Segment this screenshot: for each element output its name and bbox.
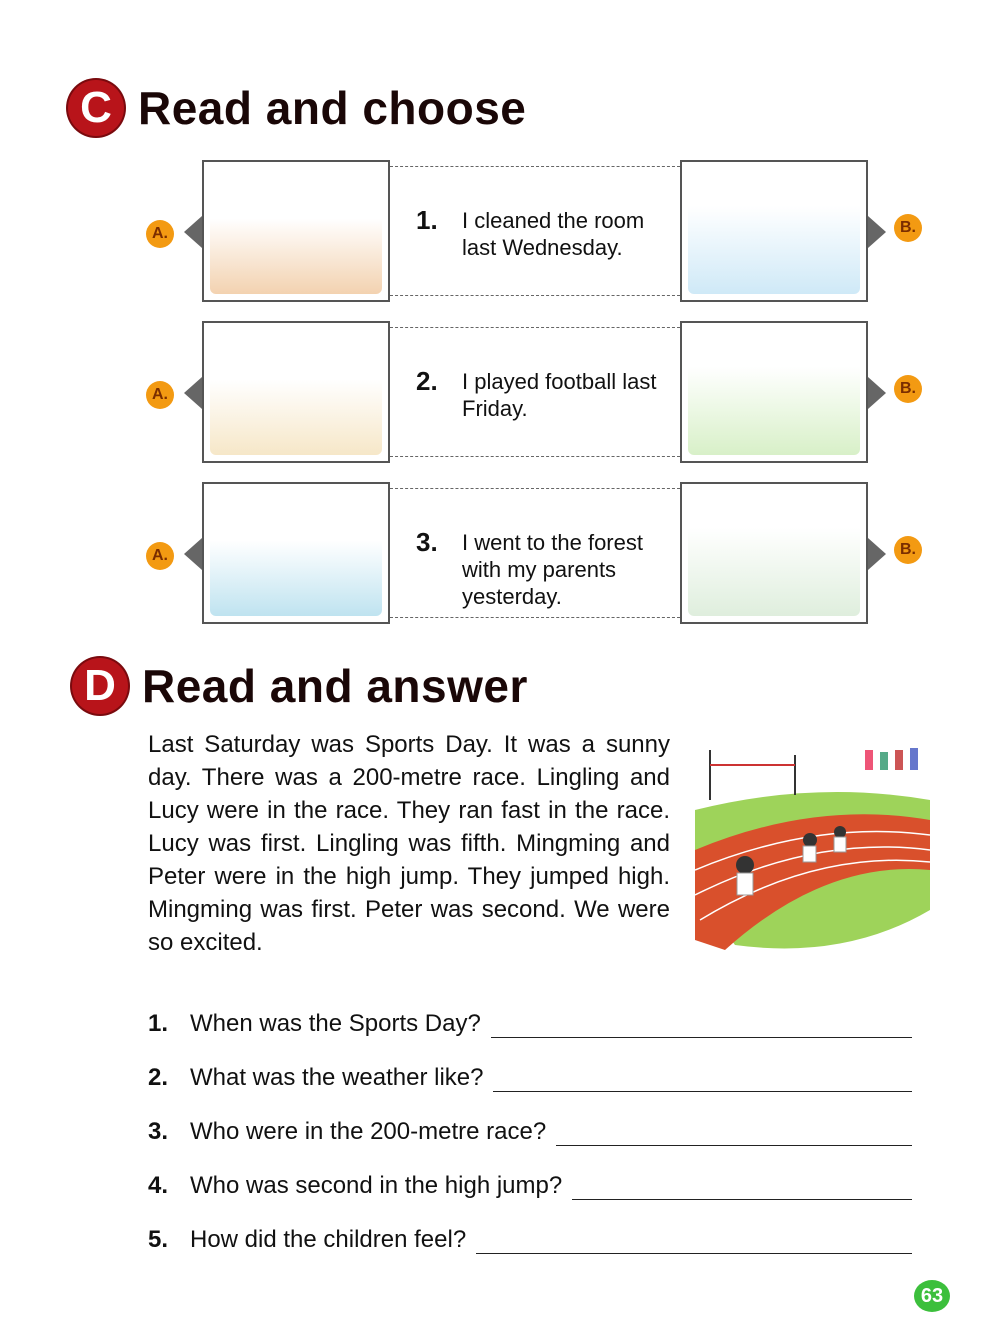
match-row — [202, 160, 868, 302]
option-a-badge[interactable]: A. — [146, 381, 174, 409]
illustration — [210, 329, 382, 455]
arrow-right-icon — [868, 377, 886, 409]
illustration — [688, 168, 860, 294]
item-number: 2. — [416, 366, 438, 396]
section-letter-badge: D — [72, 658, 128, 714]
sentence-card — [390, 488, 680, 618]
illustration — [210, 168, 382, 294]
question-text: When was the Sports Day? — [190, 1010, 481, 1037]
question — [148, 1064, 912, 1092]
arrow-left-icon — [184, 216, 202, 248]
question-number: 2. — [148, 1064, 169, 1091]
picture-option-a[interactable] — [202, 321, 390, 463]
question-text: What was the weather like? — [190, 1064, 484, 1091]
picture-option-a[interactable] — [202, 160, 390, 302]
question-text: Who were in the 200-metre race? — [190, 1118, 547, 1145]
picture-option-b[interactable] — [680, 321, 868, 463]
page-number: 63 — [914, 1280, 950, 1312]
option-a-badge[interactable]: A. — [146, 220, 174, 248]
question-number: 1. — [148, 1010, 169, 1037]
sentence-text: I cleaned the room last Wednesday. — [462, 208, 645, 260]
illustration — [210, 490, 382, 616]
reading-passage: Last Saturday was Sports Day. It was a sunny day. There was a 200-metre race. Lingling and Lucy were in the race. They ran fast in the race. Lucy was first. Lingling was fifth. Mingming and Peter were in the high jump. They jumped high. Mingming was first. Peter was second. We were so excited. — [148, 731, 670, 956]
question-number: 5. — [148, 1226, 169, 1253]
picture-option-a[interactable] — [202, 482, 390, 624]
section-d-header — [72, 658, 528, 714]
illustration — [688, 329, 860, 455]
picture-option-b[interactable] — [680, 482, 868, 624]
arrow-left-icon — [184, 377, 202, 409]
question-number: 3. — [148, 1118, 169, 1145]
section-title: Read and choose — [138, 82, 527, 134]
sentence-text: I played football last Friday. — [462, 369, 657, 421]
sentence-card — [390, 166, 680, 296]
answer-line[interactable] — [493, 1070, 912, 1092]
question — [148, 1118, 912, 1146]
match-row — [202, 321, 868, 463]
answer-line[interactable] — [572, 1178, 912, 1200]
answer-line[interactable] — [556, 1124, 912, 1146]
arrow-right-icon — [868, 216, 886, 248]
option-b-badge[interactable]: B. — [894, 375, 922, 403]
sports-day-illustration — [695, 740, 930, 950]
item-number: 3. — [416, 527, 438, 557]
answer-line[interactable] — [491, 1016, 912, 1038]
question — [148, 1226, 912, 1254]
arrow-right-icon — [868, 538, 886, 570]
picture-option-b[interactable] — [680, 160, 868, 302]
item-number: 1. — [416, 205, 438, 235]
section-title: Read and answer — [142, 660, 528, 712]
answer-line[interactable] — [476, 1232, 912, 1254]
sentence-text: I went to the forest with my parents yesterday. — [462, 530, 643, 609]
question — [148, 1010, 912, 1038]
sentence-card — [390, 327, 680, 457]
option-b-badge[interactable]: B. — [894, 214, 922, 242]
match-row — [202, 482, 868, 624]
question-text: How did the children feel? — [190, 1226, 467, 1253]
question-number: 4. — [148, 1172, 169, 1199]
question-text: Who was second in the high jump? — [190, 1172, 563, 1199]
section-letter-badge: C — [68, 80, 124, 136]
section-c-header — [68, 80, 526, 136]
option-a-badge[interactable]: A. — [146, 542, 174, 570]
option-b-badge[interactable]: B. — [894, 536, 922, 564]
arrow-left-icon — [184, 538, 202, 570]
illustration — [688, 490, 860, 616]
question — [148, 1172, 912, 1200]
